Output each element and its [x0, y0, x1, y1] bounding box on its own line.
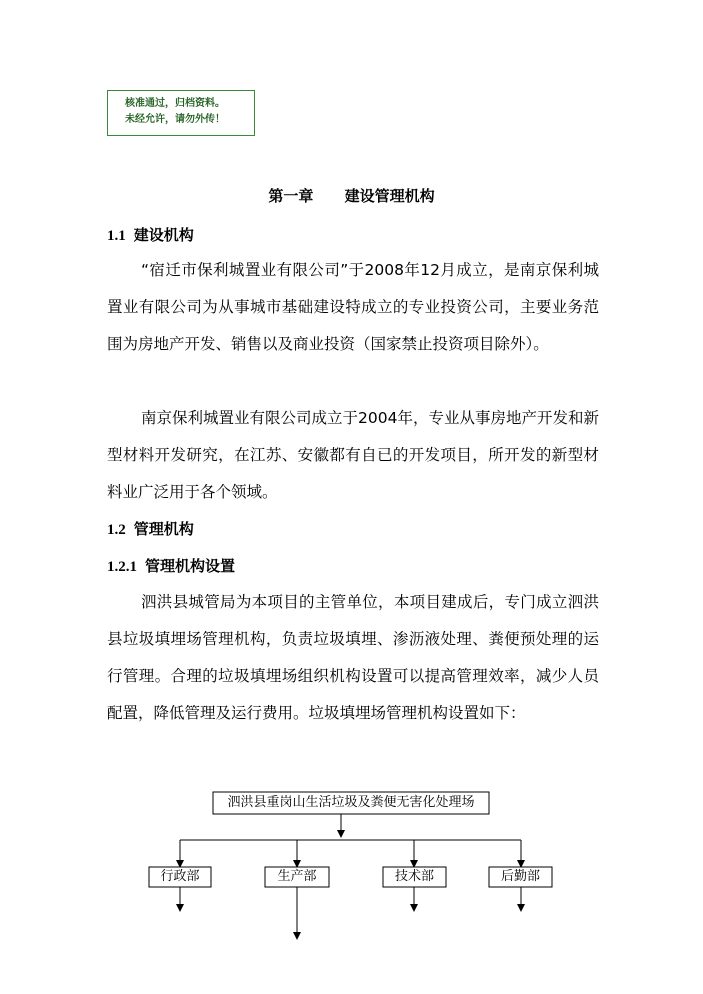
- section-title: 管理机构: [133, 520, 194, 538]
- paragraph-management-setup: 泗洪县城管局为本项目的主管单位，本项目建成后，专门成立泗洪县垃圾填埋场管理机构，负责垃圾填埋、渗沥液处理、粪便预处理的运行管理。合理的垃圾填埋场组织机构设置可以提高管理效率，减少人员配置，降低管理及运行费用。垃圾填埋场管理机构设置如下：: [107, 593, 599, 722]
- section-number: 1.1: [107, 228, 126, 244]
- stamp-line-1: 核准通过，归档资料。: [125, 98, 225, 109]
- org-dept-label-admin: 行政部: [160, 869, 200, 884]
- section-title: 建设机构: [133, 226, 194, 244]
- org-root-label: 泗洪县重岗山生活垃圾及粪便无害化处理场: [227, 795, 475, 810]
- chapter-number: 第一章: [268, 187, 314, 205]
- section-title: 管理机构设置: [145, 557, 236, 575]
- section-number: 1.2: [107, 522, 126, 538]
- org-dept-label-technical: 技术部: [394, 869, 434, 884]
- stamp-line-2: 未经允许，请勿外传！: [125, 114, 225, 125]
- paragraph-company-intro: “宿迁市保利城置业有限公司”于2008年12月成立，是南京保利城置业有限公司为从事城市基础建设特成立的专业投资公司，主要业务范围为房地产开发、销售以及商业投资（国家禁止投资项目除外）。: [107, 261, 599, 353]
- section-number: 1.2.1: [107, 559, 137, 575]
- chapter-name: 建设管理机构: [344, 187, 435, 205]
- paragraph-parent-company: 南京保利城置业有限公司成立于2004年，专业从事房地产开发和新型材料开发研究，在江苏、安徽都有自已的开发项目，所开发的新型材料业广泛用于各个领域。: [107, 409, 599, 501]
- org-dept-label-logistics: 后勤部: [500, 869, 540, 884]
- org-dept-label-production: 生产部: [277, 869, 317, 884]
